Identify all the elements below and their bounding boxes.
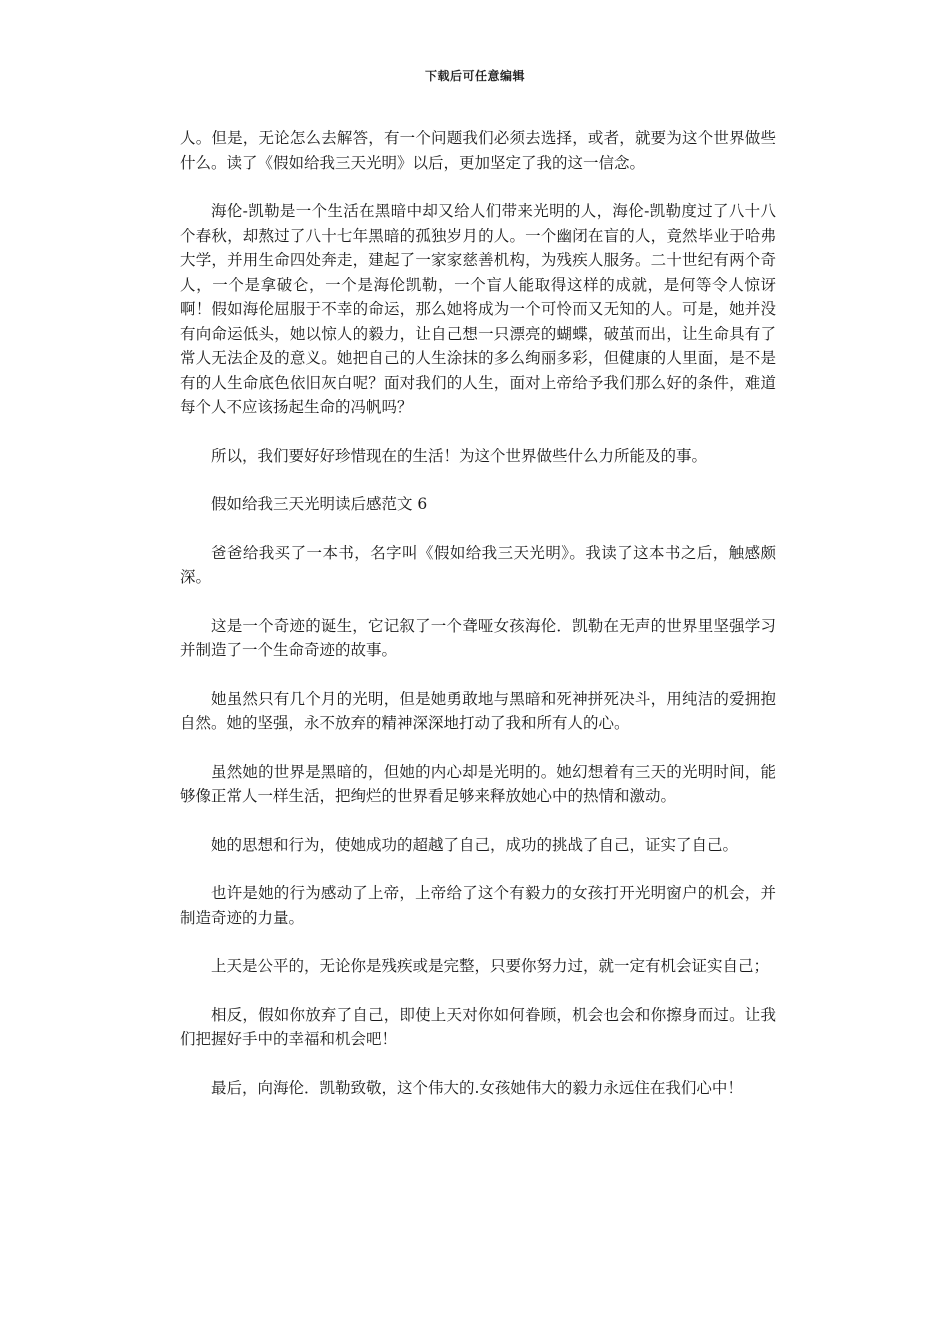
document-body bbox=[180, 126, 776, 1124]
paragraph: 最后，向海伦．凯勒致敬，这个伟大的.女孩她伟大的毅力永远住在我们心中！ bbox=[211, 1078, 743, 1097]
paragraph: 也许是她的行为感动了上帝，上帝给了这个有毅力的女孩打开光明窗户的机会，并制造奇迹的力量。 bbox=[180, 884, 776, 927]
paragraph: 所以，我们要好好珍惜现在的生活！为这个世界做些什么力所能及的事。 bbox=[211, 446, 708, 465]
paragraph: 这是一个奇迹的诞生，它记叙了一个聋哑女孩海伦．凯勒在无声的世界里坚强学习并制造了一个生命奇迹的故事。 bbox=[180, 616, 776, 659]
section-heading: 假如给我三天光明读后感范文 6 bbox=[211, 495, 428, 513]
paragraph: 爸爸给我买了一本书，名字叫《假如给我三天光明》。我读了这本书之后，触感颇深。 bbox=[180, 543, 776, 586]
paragraph: 海伦-凯勒是一个生活在黑暗中却又给人们带来光明的人，海伦-凯勒度过了八十八个春秋，却熬过了八十七年黑暗的孤独岁月的人。一个幽闭在盲的人，竟然毕业于哈弗大学，并用生命四处奔走，建起了一家家慈善机构，为残疾人服务。二十世纪有两个奇人，一个是拿破仑，一个是海伦凯勒，一个盲人能取得这样的成就，是何等令人惊讶啊！假如海伦屈服于不幸的命运，那么她将成为一个可怜而又无知的人。可是，她并没有向命运低头，她以惊人的毅力，让自己想一只漂亮的蝴蝶，破茧而出，让生命具有了常人无法企及的意义。她把自己的人生涂抹的多么绚丽多彩，但健康的人里面，是不是有的人生命底色依旧灰白呢？面对我们的人生，面对上帝给予我们那么好的条件，难道每个人不应该扬起生命的冯帆吗？ bbox=[180, 202, 776, 416]
paragraph: 相反，假如你放弃了自己，即使上天对你如何眷顾，机会也会和你擦身而过。让我们把握好手中的幸福和机会吧！ bbox=[180, 1005, 776, 1048]
page-header: 下载后可任意编辑 bbox=[424, 69, 525, 83]
paragraph: 她虽然只有几个月的光明，但是她勇敢地与黑暗和死神拼死决斗，用纯洁的爱拥抱自然。她的坚强，永不放弃的精神深深地打动了我和所有人的心。 bbox=[180, 689, 776, 732]
paragraph: 虽然她的世界是黑暗的，但她的内心却是光明的。她幻想着有三天的光明时间，能够像正常人一样生活，把绚烂的世界看足够来释放她心中的热情和激动。 bbox=[180, 762, 776, 805]
paragraph: 上天是公平的，无论你是残疾或是完整，只要你努力过，就一定有机会证实自己； bbox=[211, 957, 770, 975]
paragraph: 她的思想和行为，使她成功的超越了自己，成功的挑战了自己，证实了自己。 bbox=[211, 835, 739, 854]
paragraph-continued: 人。但是，无论怎么去解答，有一个问题我们必须去选择，或者，就要为这个世界做些什么。读了《假如给我三天光明》以后，更加坚定了我的这一信念。 bbox=[180, 129, 776, 172]
